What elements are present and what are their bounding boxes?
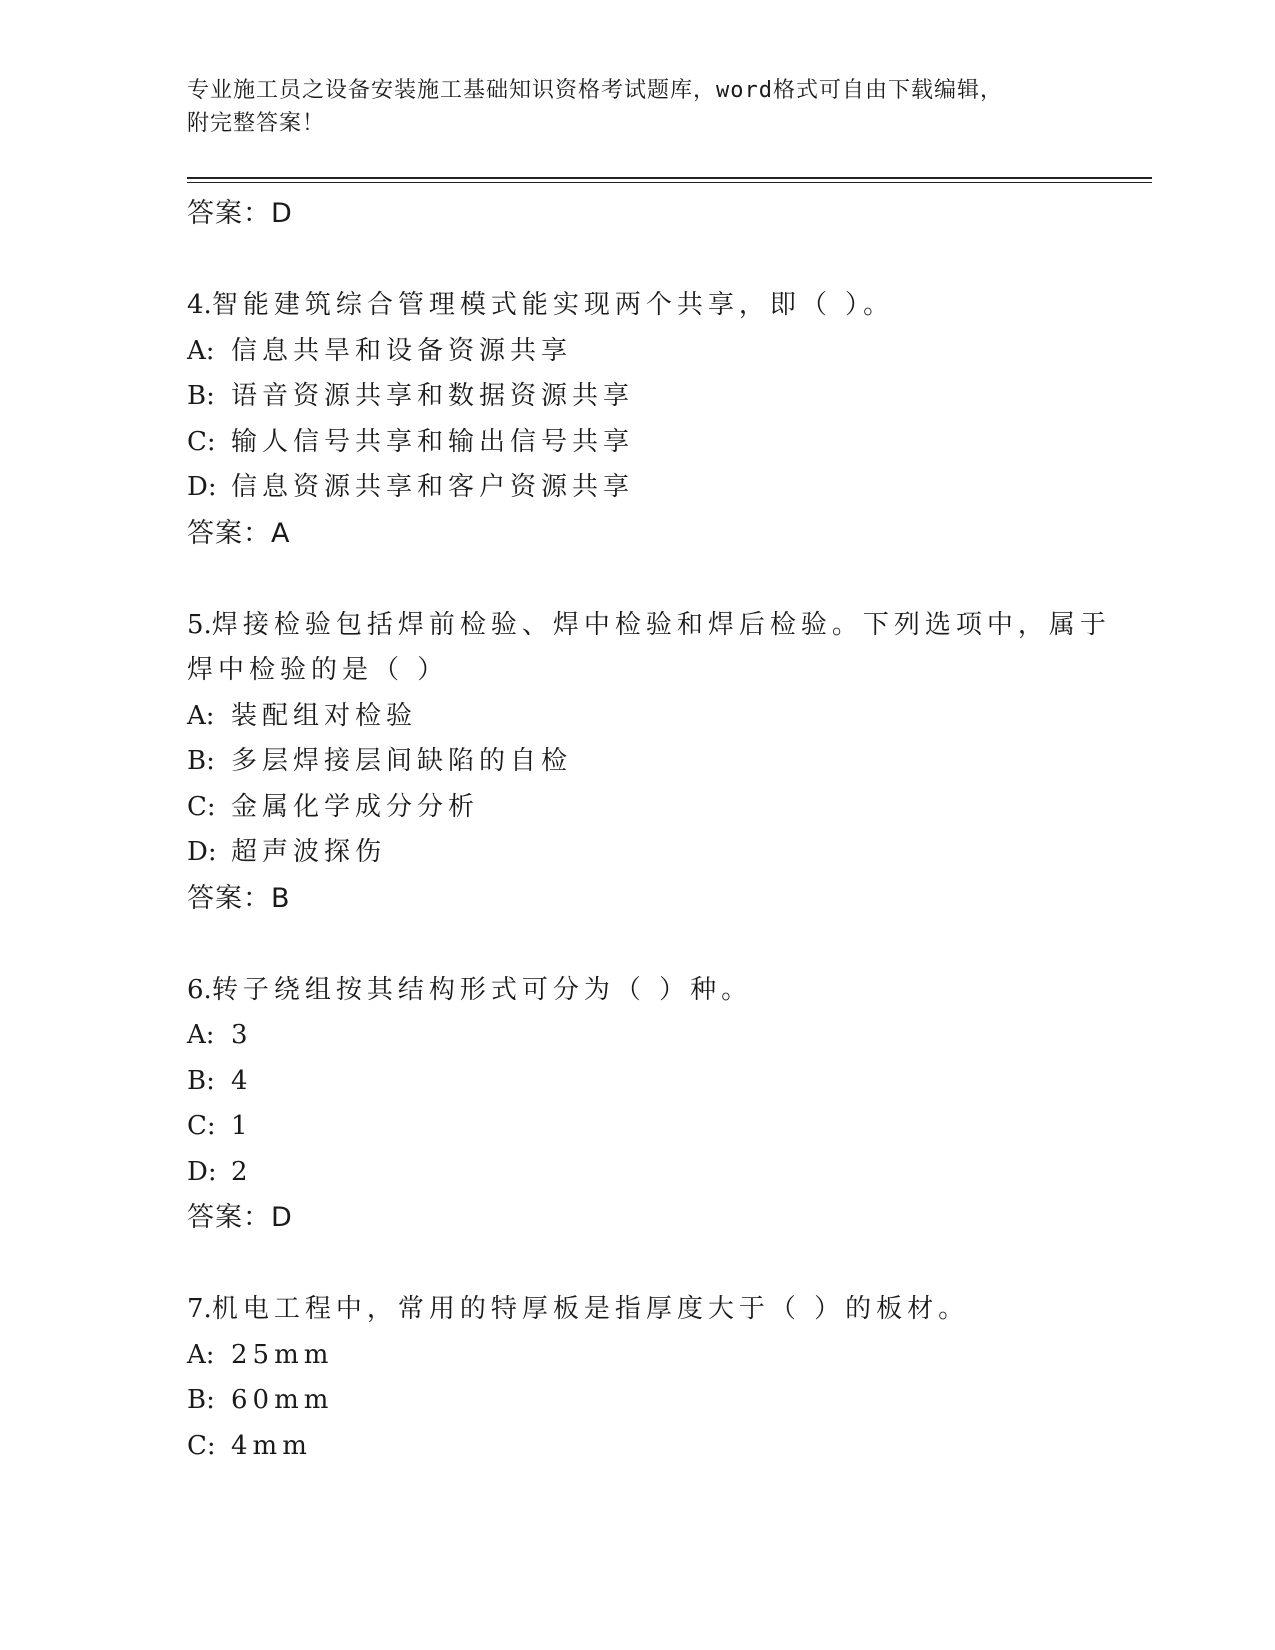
option-label: B: bbox=[187, 381, 215, 411]
option-label: B: bbox=[187, 1385, 215, 1415]
answer-value: A bbox=[271, 517, 291, 549]
question-text-line bbox=[187, 1287, 1087, 1333]
option-label: B: bbox=[187, 746, 215, 776]
option-label: C: bbox=[187, 1111, 216, 1141]
option-line bbox=[187, 1378, 1087, 1424]
option-text: 3 bbox=[231, 1020, 253, 1050]
question-block bbox=[187, 283, 1087, 603]
option-line bbox=[187, 1150, 1087, 1196]
question-text: 机电工程中，常用的特厚板是指厚度大于（ ）的板材。 bbox=[211, 1294, 970, 1324]
answer-value: D bbox=[271, 198, 293, 229]
option-text: 多层焊接层间缺陷的自检 bbox=[231, 746, 573, 776]
answer-line bbox=[187, 191, 1087, 236]
option-text: 输人信号共享和输出信号共享 bbox=[231, 426, 635, 457]
option-line bbox=[187, 1424, 1087, 1470]
option-line bbox=[187, 329, 1087, 375]
question-number: 6. bbox=[187, 974, 212, 1005]
option-label: B: bbox=[187, 1065, 215, 1096]
question-block bbox=[187, 603, 1111, 968]
option-line bbox=[187, 694, 1087, 740]
option-line bbox=[187, 1104, 1087, 1150]
question-number: 4. bbox=[187, 290, 212, 320]
question-text-line bbox=[187, 648, 1087, 694]
answer-prefix: 答案： bbox=[187, 1202, 271, 1233]
option-text: 金属化学成分分析 bbox=[231, 791, 480, 822]
option-line bbox=[187, 465, 1087, 511]
question-number: 5. bbox=[187, 609, 212, 640]
spacer bbox=[187, 236, 1087, 283]
option-label: C: bbox=[187, 426, 216, 457]
option-text: 4 bbox=[231, 1065, 253, 1096]
question-text-line bbox=[187, 283, 1087, 329]
document-header bbox=[187, 74, 1067, 140]
option-label: C: bbox=[187, 791, 216, 822]
option-line bbox=[187, 1013, 1087, 1059]
question-block bbox=[187, 1287, 1087, 1469]
option-text: 4mm bbox=[231, 1430, 312, 1461]
question-text: 转子绕组按其结构形式可分为（ ）种。 bbox=[211, 974, 753, 1005]
option-label: A: bbox=[187, 335, 215, 366]
option-line bbox=[187, 1333, 1087, 1379]
option-text: 语音资源共享和数据资源共享 bbox=[231, 381, 635, 411]
option-text: 信息共旱和设备资源共享 bbox=[231, 335, 573, 366]
header-line-1: 专业施工员之设备安装施工基础知识资格考试题库，word格式可自由下载编辑， bbox=[187, 78, 1003, 103]
option-line bbox=[187, 830, 1087, 876]
question-number: 7. bbox=[187, 1294, 212, 1324]
option-text: 超声波探伤 bbox=[231, 837, 387, 867]
option-text: 60mm bbox=[231, 1385, 334, 1415]
option-text: 信息资源共享和客户资源共享 bbox=[231, 472, 635, 502]
option-text: 25mm bbox=[231, 1339, 334, 1370]
spacer bbox=[187, 556, 1087, 603]
answer-value: B bbox=[271, 882, 291, 914]
spacer bbox=[187, 1240, 1087, 1287]
answer-value: D bbox=[271, 1202, 293, 1233]
option-label: A: bbox=[187, 1020, 215, 1050]
question-text: 焊中检验的是（ ） bbox=[187, 655, 449, 685]
question-list bbox=[187, 191, 1111, 1469]
question-text: 智能建筑综合管理模式能实现两个共享，即（ ）。 bbox=[211, 290, 895, 320]
option-line bbox=[187, 420, 1087, 466]
question-text-line bbox=[187, 968, 1087, 1014]
spacer bbox=[187, 921, 1087, 968]
option-label: A: bbox=[187, 1339, 215, 1370]
option-label: A: bbox=[187, 700, 215, 731]
option-text: 1 bbox=[231, 1111, 253, 1141]
header-divider-thick bbox=[187, 177, 1152, 179]
option-line bbox=[187, 1059, 1087, 1105]
option-label: C: bbox=[187, 1430, 216, 1461]
option-label: D: bbox=[187, 472, 217, 502]
answer-prefix: 答案： bbox=[187, 882, 271, 914]
option-line bbox=[187, 374, 1087, 420]
option-line bbox=[187, 739, 1087, 785]
header-line-2: 附完整答案！ bbox=[187, 111, 326, 136]
option-text: 装配组对检验 bbox=[231, 700, 418, 731]
answer-prefix: 答案： bbox=[187, 517, 271, 549]
header-divider-thin bbox=[187, 182, 1152, 183]
option-text: 2 bbox=[231, 1156, 253, 1187]
option-label: D: bbox=[187, 1156, 217, 1187]
question-text-line bbox=[187, 603, 1111, 649]
question-text: 焊接检验包括焊前检验、焊中检验和焊后检验。下列选项中，属于 bbox=[211, 609, 1111, 640]
answer-line bbox=[187, 511, 1087, 556]
option-label: D: bbox=[187, 837, 217, 867]
answer-line bbox=[187, 1195, 1087, 1240]
answer-line bbox=[187, 876, 1087, 921]
question-block bbox=[187, 968, 1087, 1288]
option-line bbox=[187, 785, 1087, 831]
answer-prefix: 答案： bbox=[187, 198, 271, 229]
